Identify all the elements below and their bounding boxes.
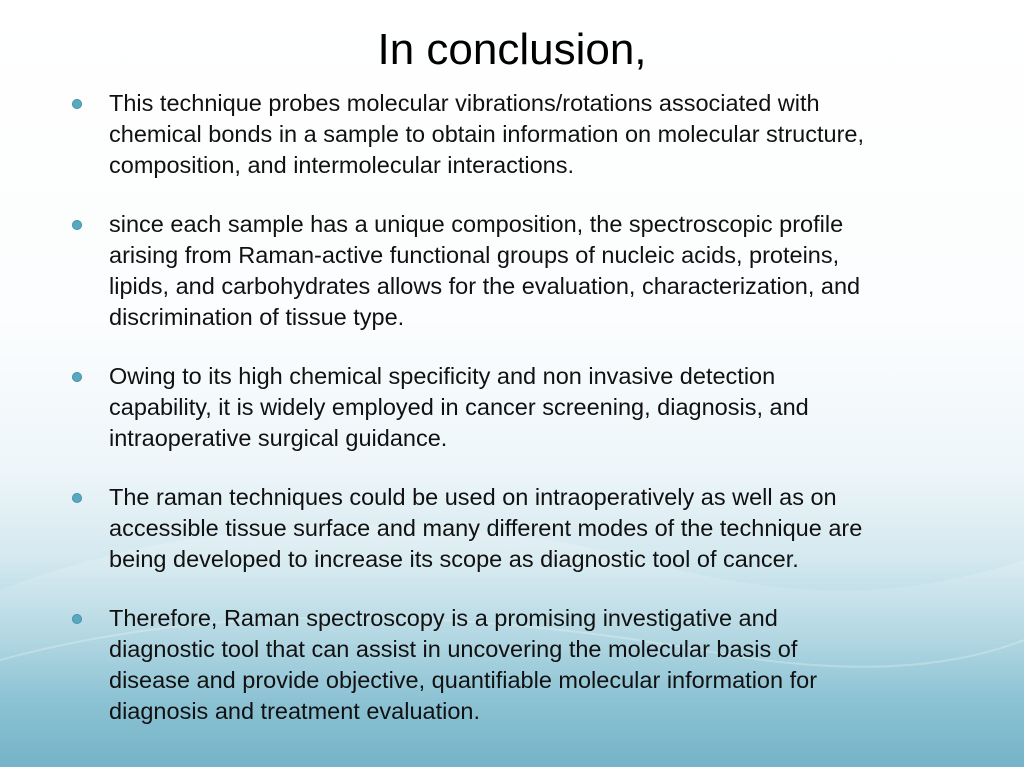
bullet-dot-icon <box>72 220 82 230</box>
bullet-dot-icon <box>72 493 82 503</box>
bullet-dot-icon <box>72 372 82 382</box>
bullet-dot-icon <box>72 99 82 109</box>
bullet-text: This technique probes molecular vibrations/rotations associated with chemical bonds in a sample to obtain information on molecular structure, composition, and intermolecular interactions. <box>109 90 864 178</box>
slide-title: In conclusion, <box>377 25 647 74</box>
bullet-text: The raman techniques could be used on intraoperatively as well as on accessible tissue surface and many different modes of the technique are being developed to increase its scope as diagnostic tool of cancer. <box>109 484 863 572</box>
bullet-text: since each sample has a unique composition, the spectroscopic profile arising from Raman-active functional groups of nucleic acids, proteins, lipids, and carbohydrates allows for the evaluation, characterization, and discrimination of tissue type. <box>109 211 861 330</box>
bullet-dot-icon <box>72 614 82 624</box>
bullet-text: Owing to its high chemical specificity and non invasive detection capability, it is widely employed in cancer screening, diagnosis, and intraoperative surgical guidance. <box>109 363 809 451</box>
bullet-text: Therefore, Raman spectroscopy is a promising investigative and diagnostic tool that can assist in uncovering the molecular basis of disease and provide objective, quantifiable molecular information for diagnosis and treatment evaluation. <box>109 605 818 724</box>
